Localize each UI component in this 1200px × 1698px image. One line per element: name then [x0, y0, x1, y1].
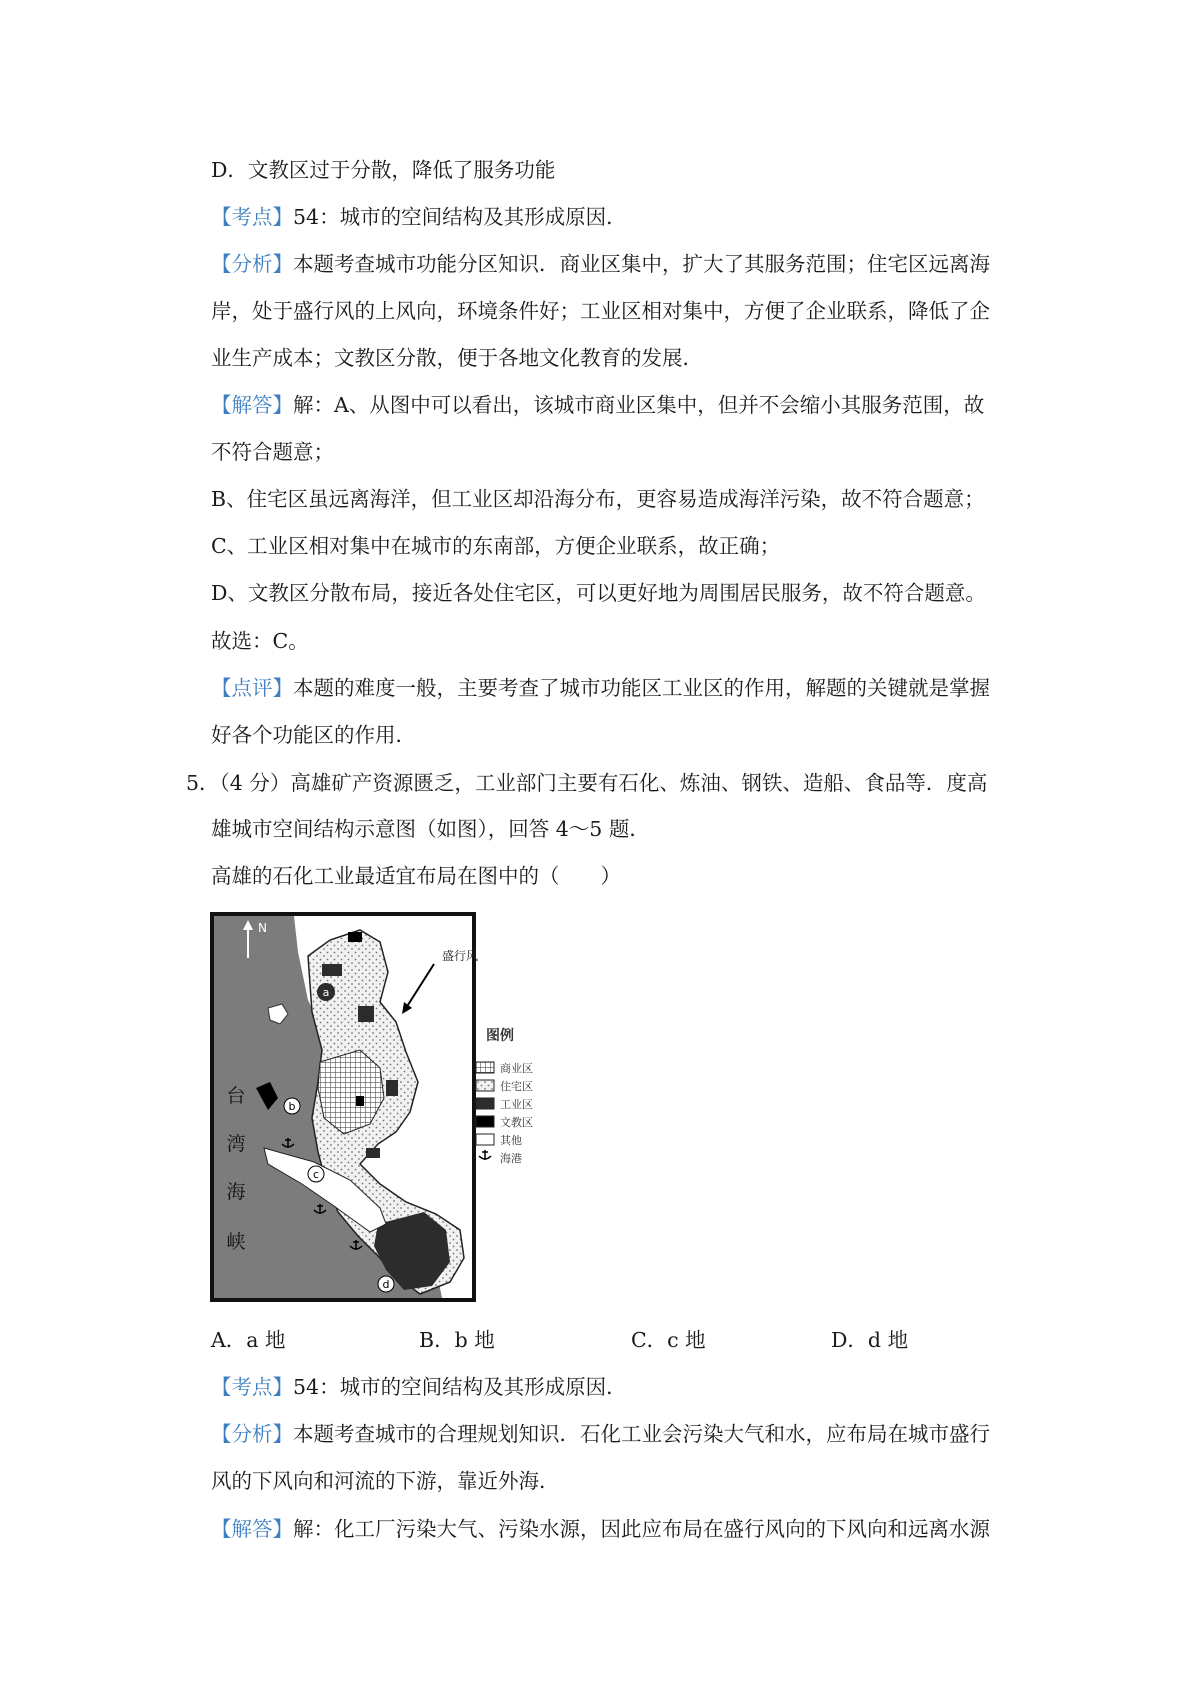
- svg-text:其他: 其他: [500, 1134, 522, 1147]
- kaohsiung-map-figure: [210, 912, 580, 1306]
- svg-text:海港: 海港: [500, 1152, 522, 1165]
- jieda-text: 解：A、从图中可以看出，该城市商业区集中，但并不会缩小其服务范围，故: [293, 393, 985, 417]
- option-d-text: D．文教区过于分散，降低了服务功能: [211, 158, 556, 182]
- svg-text:住宅区: 住宅区: [500, 1080, 533, 1093]
- kaodian-line: [211, 203, 1031, 231]
- fenxi-line-b: [211, 1420, 1031, 1448]
- fenxi-text-2: 本题考查城市的合理规划知识．石化工业会污染大气和水，应布局在城市盛行: [293, 1422, 990, 1446]
- option-a[interactable]: A．a 地: [211, 1328, 286, 1352]
- fenxi-tag: 【分析】: [211, 252, 293, 276]
- map-legend: [476, 1027, 533, 1165]
- answer-options: [211, 1326, 1031, 1356]
- site-label-b: b: [288, 1100, 296, 1113]
- site-label-c: c: [312, 1168, 320, 1181]
- jieda-line-c: C、工业区相对集中在城市的东南部，方便企业联系，故正确；: [211, 534, 781, 558]
- fenxi-line-2: 岸，处于盛行风的上风向，环境条件好；工业区相对集中，方便了企业联系，降低了企: [211, 299, 990, 323]
- jieda-line-final: [211, 1515, 1031, 1543]
- svg-text:商业区: 商业区: [500, 1062, 533, 1075]
- jieda-text-2: 解：化工厂污染大气、污染水源，因此应布局在盛行风向的下风向和远离水源: [293, 1517, 990, 1541]
- dianping-line: [211, 674, 1031, 702]
- wind-label: 盛行风: [442, 949, 479, 963]
- jieda-line-2: 不符合题意；: [211, 440, 334, 464]
- dianping-tag: 【点评】: [211, 676, 293, 700]
- jieda-line-d: D、文教区分散布局，接近各处住宅区，可以更好地为周围居民服务，故不符合题意。: [211, 581, 986, 605]
- answer-line: 故选：C。: [211, 629, 309, 653]
- jieda-tag-2: 【解答】: [211, 1517, 293, 1541]
- svg-text:海: 海: [226, 1181, 246, 1203]
- svg-text:台: 台: [226, 1085, 246, 1107]
- fenxi-text: 本题考查城市功能分区知识．商业区集中，扩大了其服务范围；住宅区远离海: [293, 252, 990, 276]
- svg-text:N: N: [258, 921, 267, 935]
- question-5-line-2: 雄城市空间结构示意图（如图），回答 4～5 题．: [211, 817, 650, 841]
- site-label-d: d: [382, 1278, 390, 1291]
- fenxi-line: [211, 250, 1031, 278]
- fenxi-tag-2: 【分析】: [211, 1422, 293, 1446]
- kaodian-line-2: [211, 1373, 1031, 1401]
- svg-text:峡: 峡: [226, 1231, 246, 1253]
- option-c[interactable]: C．c 地: [631, 1328, 706, 1352]
- jieda-line-b: B、住宅区虽远离海洋，但工业区却沿海分布，更容易造成海洋污染，故不符合题意；: [211, 487, 985, 511]
- fenxi-line-3: 业生产成本；文教区分散，便于各地文化教育的发展．: [211, 346, 703, 370]
- svg-text:湾: 湾: [226, 1133, 246, 1155]
- kaodian-tag: 【考点】: [211, 205, 293, 229]
- svg-text:工业区: 工业区: [500, 1098, 533, 1111]
- fenxi-line-b2: 风的下风向和河流的下游，靠近外海．: [211, 1469, 560, 1493]
- legend-title: 图例: [486, 1028, 514, 1044]
- kaodian-text: 54：城市的空间结构及其形成原因．: [293, 205, 627, 229]
- dianping-line-2: 好各个功能区的作用．: [211, 723, 416, 747]
- jieda-line: [211, 391, 1031, 419]
- site-label-a: a: [322, 986, 330, 999]
- question-stem: 高雄的石化工业最适宜布局在图中的（ ）: [211, 864, 621, 888]
- option-d[interactable]: D．d 地: [831, 1328, 909, 1352]
- dianping-text: 本题的难度一般，主要考查了城市功能区工业区的作用，解题的关键就是掌握: [293, 676, 990, 700]
- svg-text:文教区: 文教区: [500, 1116, 533, 1129]
- kaodian-tag-2: 【考点】: [211, 1375, 293, 1399]
- anchor-icon: [479, 1150, 491, 1160]
- kaodian-text-2: 54：城市的空间结构及其形成原因．: [293, 1375, 627, 1399]
- question-5-line: 5．（4 分）高雄矿产资源匮乏，工业部门主要有石化、炼油、钢铁、造船、食品等．度高: [186, 771, 988, 795]
- jieda-tag: 【解答】: [211, 393, 293, 417]
- option-b[interactable]: B．b 地: [419, 1328, 495, 1352]
